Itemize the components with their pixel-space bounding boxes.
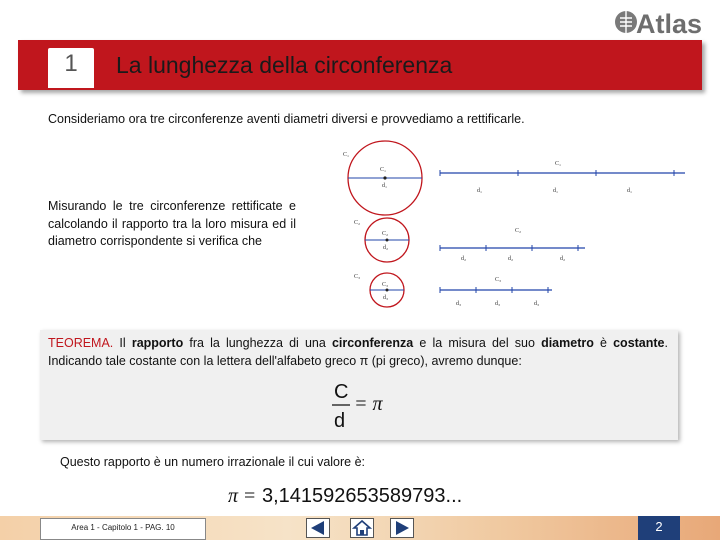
- prev-arrow-icon[interactable]: [306, 518, 330, 538]
- label-d1-a: d₁: [477, 188, 483, 194]
- footer-label: Area 1 - Capitolo 1 - PAG. 10: [71, 523, 175, 532]
- label-c3: C₃: [354, 274, 361, 280]
- formula-pi-value: [228, 480, 488, 510]
- theorem-text: TEOREMA. Il rapporto fra la lunghezza di una circonferenza e la misura del suo diametro è costante. Indicando tale costante con la lettera dell'alfabeto greco π (pi greco), avremo dunque:: [48, 336, 668, 368]
- page-number: 2: [655, 519, 663, 534]
- label-d2-b: d₂: [508, 256, 514, 262]
- label-d2-c: d₂: [560, 256, 566, 262]
- label-c1: C₁: [343, 152, 350, 158]
- logo-text: Atlas: [636, 9, 703, 39]
- label-c2-line: C₂: [515, 228, 522, 234]
- label-d2-diameter: d₂: [383, 245, 389, 251]
- label-c2-center: C₂: [382, 231, 389, 237]
- label-c3-line: C₃: [495, 277, 502, 283]
- label-c1-line: C₁: [555, 161, 562, 167]
- pi-equals: =: [244, 485, 256, 507]
- label-d3-b: d₃: [495, 301, 501, 307]
- formula-ratio: [332, 378, 412, 434]
- footer-label-box: [40, 518, 206, 540]
- measure-text: Misurando le tre circonferenze rettificate e calcolando il rapporto tra la loro misura ed il diametro corrispondente si verifica che: [48, 199, 296, 248]
- formula-denominator: d: [334, 410, 346, 432]
- label-d2-a: d₂: [461, 256, 467, 262]
- pi-digits: 3,141592653589793...: [262, 485, 463, 507]
- theorem-label: TEOREMA.: [48, 336, 114, 350]
- label-d3-a: d₃: [456, 301, 462, 307]
- intro-text: Consideriamo ora tre circonferenze aventi diametri diversi e provvediamo a rettificarle.: [48, 112, 525, 126]
- label-d1-b: d₁: [553, 188, 559, 194]
- formula-numerator: C: [334, 381, 349, 403]
- label-c3-center: C₃: [382, 282, 389, 288]
- label-d3-diameter: d₃: [383, 295, 389, 301]
- atlas-logo-icon: [612, 4, 712, 40]
- irrational-text: Questo rapporto è un numero irrazionale il cui valore è:: [60, 455, 366, 469]
- page-title: La lunghezza della circonferenza: [116, 52, 453, 78]
- label-d1-diameter: d₁: [382, 183, 388, 189]
- label-c1-center: C₁: [380, 167, 387, 173]
- label-d3-c: d₃: [534, 301, 540, 307]
- page-number-box: [638, 516, 680, 540]
- circles-figure: [340, 138, 700, 318]
- formula-rhs: = π: [354, 393, 383, 415]
- next-arrow-icon[interactable]: [390, 518, 414, 538]
- chapter-number: 1: [64, 50, 78, 77]
- label-c2: C₂: [354, 220, 361, 226]
- label-d1-c: d₁: [627, 188, 633, 194]
- home-icon[interactable]: [350, 518, 374, 538]
- pi-symbol: π: [228, 485, 239, 507]
